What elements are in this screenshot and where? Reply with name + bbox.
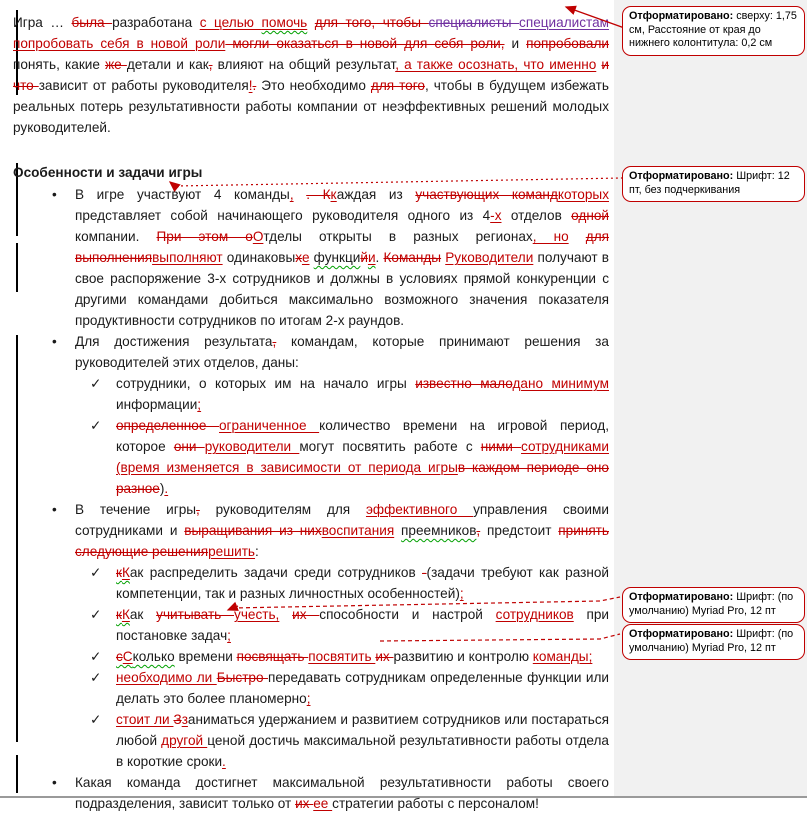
text-block [75, 772, 609, 814]
text-run: развитию и контролю [393, 649, 533, 664]
text-run: компании. [75, 229, 157, 244]
text-run: , но [532, 229, 569, 244]
revision-markup-pane [614, 0, 807, 796]
text-run: они [173, 439, 205, 454]
text-run: времени [174, 649, 237, 664]
text-run: определенное [116, 418, 219, 433]
spellcheck-underline: и [367, 250, 376, 265]
callout-label: Отформатировано: [629, 591, 734, 603]
text-run: аждая из [336, 187, 416, 202]
spellcheck-underline: К [121, 607, 130, 622]
text-run: специалисты [428, 15, 520, 30]
text-run: . [252, 78, 257, 93]
text-run: В игре участвуют 4 команды [75, 187, 290, 202]
text-run: необходимо ли [116, 670, 217, 685]
text-run: известно мало [415, 376, 513, 391]
text-run: решить [208, 544, 256, 559]
text-run: могут посвятить работе с [299, 439, 481, 454]
document-body[interactable] [13, 12, 609, 814]
check-item [90, 709, 609, 772]
text-run: для выполнения [75, 229, 609, 265]
bullet-icon: • [52, 502, 57, 517]
text-block [75, 184, 609, 331]
text-run [122, 607, 130, 622]
text-run: дано минимум [512, 376, 609, 391]
text-run: стратегии работы с персоналом! [332, 796, 539, 811]
text-run: передавать сотрудникам определенные функции или делать это более планомерно [116, 670, 609, 706]
text-run: ; [459, 586, 464, 601]
text-run: предстоит [480, 523, 559, 538]
spellcheck-underline: с [116, 649, 123, 664]
text-run: командам, которые принимают решения за руководителей этих отделов, даны: [75, 334, 609, 370]
text-run [294, 187, 307, 202]
text-run: , а также осознать, что именно [395, 57, 597, 72]
bullet-item [52, 184, 609, 331]
text-run: с целью [199, 15, 262, 30]
text-run: которых [557, 187, 609, 202]
text-run: руководители [204, 439, 300, 454]
text-run: ценой достичь максимальной результативности работы отдела в короткие сроки [116, 733, 609, 769]
text-block [75, 499, 609, 562]
text-block [75, 331, 609, 373]
text-run: ! [248, 78, 253, 93]
text-run: Игра … [13, 15, 72, 30]
text-run: выполняют [152, 250, 223, 265]
text-run: для того [370, 78, 425, 93]
text-run: сотрудников [495, 607, 574, 622]
text-run [368, 250, 376, 265]
text-block [13, 165, 202, 180]
text-run: Особенности и задачи игры [13, 165, 203, 180]
text-block [116, 373, 609, 415]
text-run: сотрудники, о которых им на начало игры [116, 376, 416, 391]
callout-text: сверху: 1,75 см, Расстояние от края до нижнего колонтитула: 0,2 см [629, 10, 797, 49]
callout-label: Отформатировано: [629, 628, 734, 640]
text-run: : [255, 544, 259, 559]
text-run: . [164, 481, 169, 496]
text-run: их [375, 649, 394, 664]
heading [13, 162, 609, 183]
text-run: к [330, 187, 337, 202]
callout-text: Шрифт: (по умолчанию) Myriad Pro, 12 пт [629, 628, 794, 654]
text-run: в каждом периоде оно разное [116, 460, 609, 496]
text-run: специалистам [519, 15, 610, 30]
text-run: ) [159, 481, 165, 496]
text-run: ак распределить задачи среди сотрудников [129, 565, 423, 580]
text-block [13, 15, 609, 135]
bullet-item [52, 772, 609, 814]
text-run: ак [129, 607, 157, 622]
check-item [90, 415, 609, 499]
text-run: Это необходимо [256, 78, 371, 93]
text-run: информации [116, 397, 198, 412]
text-run: , [208, 57, 213, 72]
text-run: отделов [501, 208, 572, 223]
text-run: . К [306, 187, 331, 202]
check-item [90, 373, 609, 415]
text-run: была [71, 15, 113, 30]
text-block [116, 646, 609, 667]
text-run: управления своими сотрудниками и [75, 502, 609, 538]
text-run: попробовать себя в новой роли [13, 36, 226, 51]
text-run: (задачи требуют как разной компетенции, так и разных личностных особенностей) [116, 565, 609, 601]
text-run: ее [313, 796, 333, 811]
spellcheck-underline: К [121, 565, 130, 580]
text-run: , чтобы в будущем избежать реальных потерь результативности работы компании от неэффективных решений молодых руководителей. [13, 78, 609, 135]
text-run: х [295, 250, 302, 265]
checkmark-icon: ✓ [90, 607, 102, 622]
text-run: -х [490, 208, 502, 223]
text-run: ; [197, 397, 202, 412]
checkmark-icon: ✓ [90, 418, 102, 433]
check-item [90, 604, 609, 646]
text-run: другой [161, 733, 208, 748]
text-run: разработана [112, 15, 200, 30]
text-run: количество времени на игровой период, которое [116, 418, 609, 454]
formatting-callout-2[interactable] [622, 166, 805, 202]
text-run: учесть, [234, 607, 280, 622]
text-run: е [301, 250, 310, 265]
text-run [307, 15, 315, 30]
text-run: руководителям для [199, 502, 366, 517]
text-run: зависит от работы руководителя [38, 78, 249, 93]
text-run: преемников [401, 523, 477, 538]
text-run [122, 565, 130, 580]
text-run: эффективного [365, 502, 474, 517]
text-run: тделы открыты в разных регионах [263, 229, 533, 244]
bullet-icon: • [52, 334, 57, 349]
text-run: воспитания [321, 523, 395, 538]
text-run: Быстро [216, 670, 268, 685]
text-run: (время изменяется в зависимости от периода игры [116, 460, 458, 475]
text-run: их [295, 796, 314, 811]
callout-label: Отформатировано: [629, 170, 734, 182]
check-item [90, 646, 609, 667]
text-run: выращивания из них [184, 523, 322, 538]
bullet-item [52, 499, 609, 562]
text-run: учитывать [156, 607, 235, 622]
check-item [90, 667, 609, 709]
text-block [116, 562, 609, 604]
text-run: для того, чтобы [314, 15, 429, 30]
text-run: их [292, 607, 320, 622]
check-item [90, 562, 609, 604]
text-block [116, 709, 609, 772]
text-run: получают в свое распоряжение 3-х сотрудников и должны в условиях прямой конкуренции с другими командами добиться максимально возможного значения показателя продуктивности сотрудников по итогам 2-х раундов. [75, 250, 609, 328]
checkmark-icon: ✓ [90, 565, 102, 580]
text-run: ; [306, 691, 311, 706]
checkmark-icon: ✓ [90, 670, 102, 685]
spellcheck-underline: С [122, 649, 133, 664]
text-run [262, 15, 308, 30]
text-run: аниматься удержанием и развитием сотрудников или постараться любой [116, 712, 609, 748]
callout-text: Шрифт: (по умолчанию) Myriad Pro, 12 пт [629, 591, 794, 617]
text-run: В течение игры [75, 502, 197, 517]
text-run: , [476, 523, 481, 538]
text-run: и что [13, 57, 610, 93]
text-run: команды; [532, 649, 593, 664]
text-run: з [181, 712, 188, 727]
text-run: способности и настрой [319, 607, 496, 622]
text-run: понять, какие [13, 57, 106, 72]
checkmark-icon: ✓ [90, 376, 102, 391]
text-run: посвятить [308, 649, 376, 664]
formatting-callout-1[interactable] [622, 6, 805, 56]
text-run: сотрудниками [521, 439, 609, 454]
text-run: одинаковы [222, 250, 296, 265]
text-run: и [504, 36, 527, 51]
text-run: О [252, 229, 264, 244]
text-run [123, 649, 133, 664]
text-run: функци [313, 250, 361, 265]
text-run: участвующих команд [415, 187, 558, 202]
formatting-callout-3[interactable] [622, 587, 805, 623]
text-run: ; [227, 628, 231, 643]
text-run: принять следующие решения [75, 523, 609, 559]
text-run: - [422, 565, 427, 580]
text-run: представляет собой начинающего руководителя одного из 4 [75, 208, 491, 223]
text-run [279, 607, 292, 622]
text-block [116, 604, 609, 646]
paragraph [13, 12, 609, 138]
text-run: . [375, 250, 384, 265]
text-run: ними [480, 439, 522, 454]
bullet-item [52, 331, 609, 373]
text-run: ограниченное [219, 418, 320, 433]
text-run: . [222, 754, 226, 769]
spellcheck-underline: к [116, 607, 122, 622]
text-run: одной [571, 208, 609, 223]
text-run: Какая команда достигнет максимальной результативности работы своего подразделения, зависит только от [75, 775, 609, 811]
text-run: колько [132, 649, 175, 664]
callout-label: Отформатировано: [629, 10, 734, 22]
text-run: З [173, 712, 182, 727]
bullet-icon: • [52, 187, 57, 202]
checkmark-icon: ✓ [90, 649, 102, 664]
text-run: При этом о [156, 229, 253, 244]
text-run: же [105, 57, 127, 72]
text-run: попробовали [526, 36, 610, 51]
text-run: , [196, 502, 200, 517]
text-run: могли оказаться в новой для себя роли, [225, 36, 505, 51]
text-run: при постановке задач [116, 607, 610, 643]
text-run: , [289, 187, 294, 202]
bullet-icon: • [52, 775, 57, 790]
spellcheck-underline: помочь [261, 15, 308, 30]
text-block [116, 667, 609, 709]
text-run: , [272, 334, 277, 349]
text-run: влияют на общий результат [212, 57, 396, 72]
spellcheck-underline: к [116, 565, 122, 580]
callout-text: Шрифт: 12 пт, без подчеркивания [629, 170, 790, 196]
text-run: й [360, 250, 368, 265]
text-run: Руководители [445, 250, 534, 265]
text-run [116, 649, 123, 664]
formatting-callout-4[interactable] [622, 624, 805, 660]
text-run: детали и как [126, 57, 209, 72]
text-run: Команды [383, 250, 442, 265]
text-run [569, 229, 586, 244]
text-run: посвящать [236, 649, 309, 664]
text-run: стоит ли [116, 712, 174, 727]
text-block [116, 415, 609, 499]
text-run: Для достижения результата [75, 334, 273, 349]
checkmark-icon: ✓ [90, 712, 102, 727]
